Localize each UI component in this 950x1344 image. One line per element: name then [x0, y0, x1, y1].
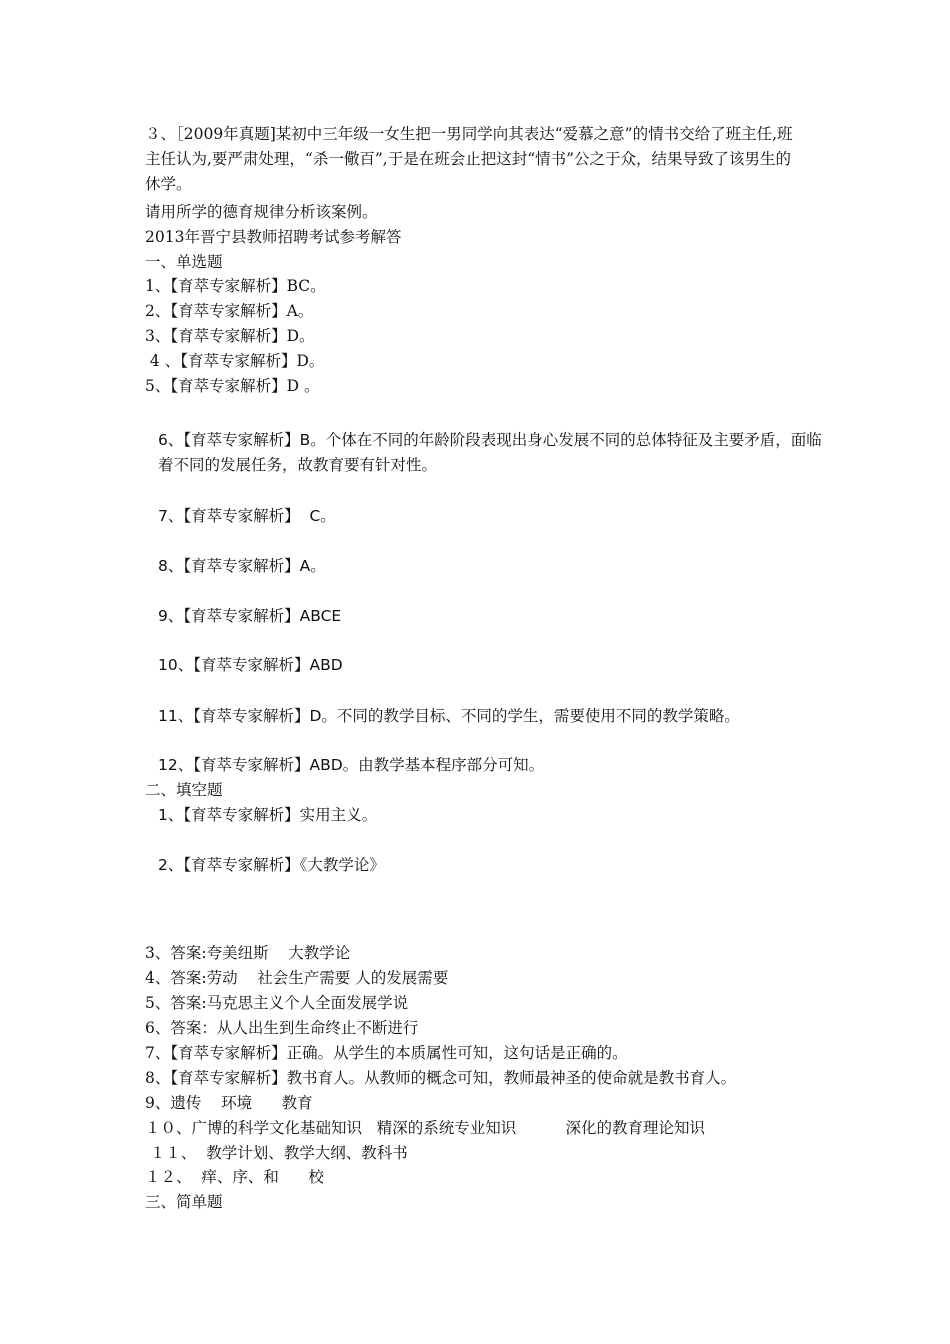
fill-item-8: 8、【育萃专家解析】教书育人。从教师的概念可知，教师最神圣的使命就是教书育人。 — [145, 1069, 737, 1087]
question-3-text: ３、［2009年真题]某初中三年级一女生把一男同学向其表达“爱慕之意”的情书交给了班主任,班主任认为,要严肃处理，“杀一儆百”,于是在班会止把这封“情书”公之于众，结果导致了该男生的休学。 — [145, 125, 793, 193]
fill-item-10: １０、广博的科学文化基础知识 精深的系统专业知识 深化的教育理论知识 — [145, 1119, 706, 1137]
answer-item-3: 3、【育萃专家解析】D。 — [145, 327, 315, 345]
fill-item-2: 2、【育萃专家解析】《大教学论》 — [158, 856, 385, 874]
fill-item-9: 9、遗传 环境 教育 — [145, 1094, 313, 1112]
answer-item-2: 2、【育萃专家解析】A。 — [145, 302, 314, 320]
fill-item-3: 3、答案:夸美纽斯 大教学论 — [145, 944, 351, 962]
answer-item-12: 12、【育萃专家解析】ABD。由教学基本程序部分可知。 — [158, 756, 545, 774]
fill-item-11: １１、 教学计划、教学大纲、教科书 — [145, 1144, 408, 1162]
fill-item-5: 5、答案:马克思主义个人全面发展学说 — [145, 994, 409, 1012]
section-2-heading: 二、填空题 — [145, 781, 223, 799]
answer-title: 2013年晋宁县教师招聘考试参考解答 — [145, 228, 402, 246]
question-3-prompt: 请用所学的德育规律分析该案例。 — [145, 203, 378, 221]
section-3-heading: 三、简单题 — [145, 1193, 223, 1211]
answer-item-11: 11、【育萃专家解析】D。不同的教学目标、不同的学生，需要使用不同的教学策略。 — [158, 707, 740, 725]
answer-item-10: 10、【育萃专家解析】ABD — [158, 656, 343, 674]
fill-item-1: 1、【育萃专家解析】实用主义。 — [158, 806, 378, 824]
answer-item-1: 1、【育萃专家解析】BC。 — [145, 277, 326, 295]
fill-item-7: 7、【育萃专家解析】正确。从学生的本质属性可知，这句话是正确的。 — [145, 1044, 628, 1062]
answer-item-6: 6、【育萃专家解析】B。个体在不同的年龄阶段表现出身心发展不同的总体特征及主要矛盾，面临着不同的发展任务，故教育要有针对性。 — [158, 431, 822, 474]
answer-item-9: 9、【育萃专家解析】ABCE — [158, 607, 342, 625]
fill-item-4: 4、答案:劳动 社会生产需要 人的发展需要 — [145, 969, 449, 987]
section-1-heading: 一、单选题 — [145, 253, 223, 271]
answer-item-5: 5、【育萃专家解析】D 。 — [145, 377, 320, 395]
fill-item-12: １２、 痒、序、和 校 — [145, 1168, 324, 1186]
fill-item-6: 6、答案：从人出生到生命终止不断进行 — [145, 1019, 419, 1037]
answer-item-7: 7、【育萃专家解析】 C。 — [158, 507, 336, 525]
answer-item-4: 4 、【育萃专家解析】D。 — [145, 352, 325, 370]
answer-item-8: 8、【育萃专家解析】A。 — [158, 557, 326, 575]
